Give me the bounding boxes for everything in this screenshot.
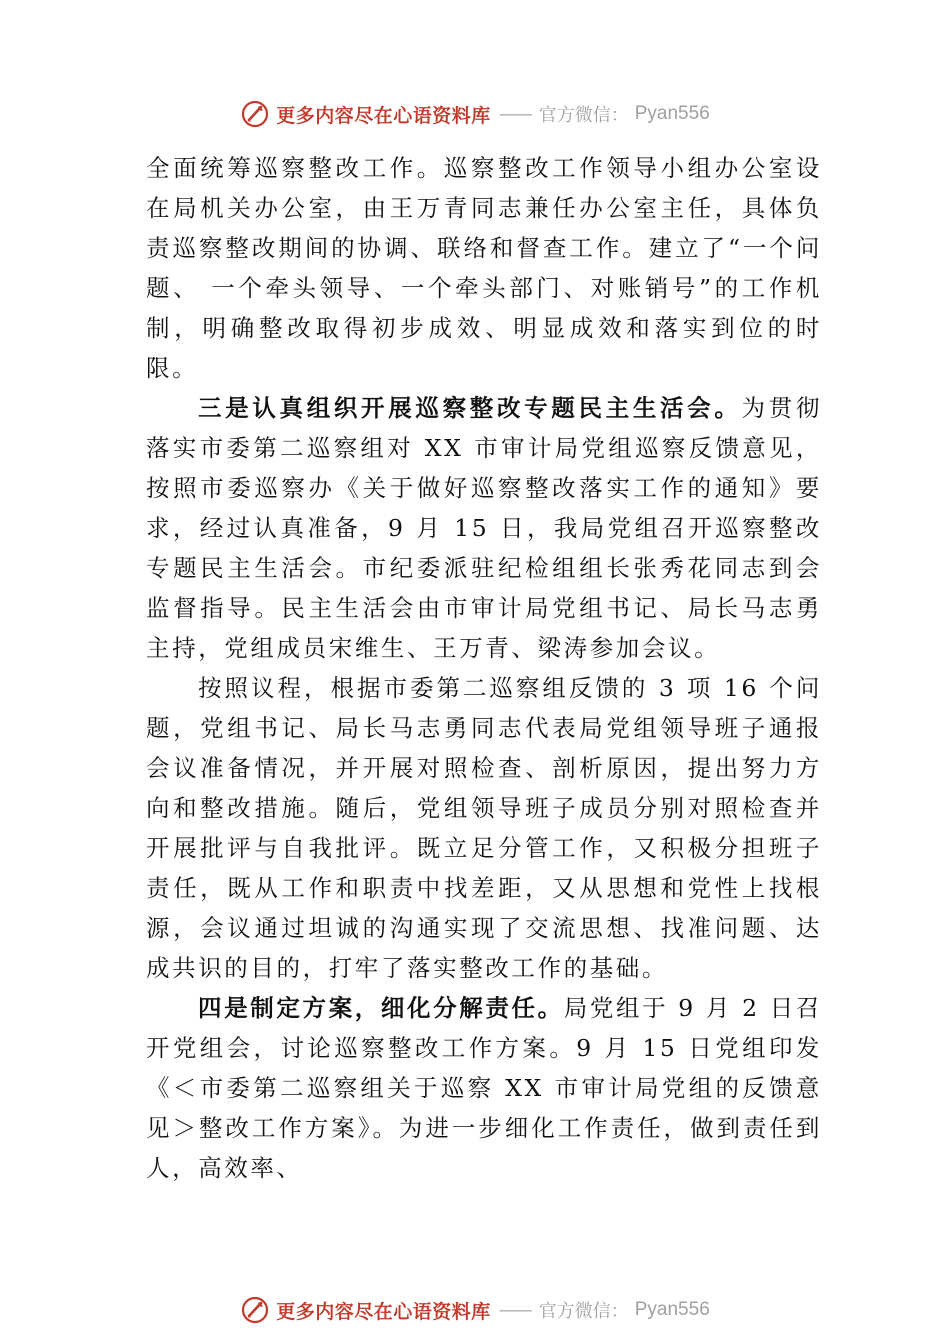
paragraph-2 [146, 388, 822, 668]
brand-logo-icon [240, 99, 270, 129]
wechat-id: Pyan556 [634, 1299, 710, 1320]
paragraph-4-heading: 四是制定方案，细化分解责任。 [198, 994, 564, 1022]
paragraph-1: 全面统筹巡察整改工作。巡察整改工作领导小组办公室设在局机关办公室，由王万青同志兼任办公室主任，具体负责巡察整改期间的协调、联络和督查工作。建立了“一个问题、 一个牵头领导、一个牵头部门、对账销号”的工作机制，明确整改取得初步成效、明显成效和落实到位的时限。 [146, 154, 822, 382]
document-body [146, 148, 822, 1188]
banner-dash: —— [498, 1299, 531, 1321]
paragraph-2-text: 为贯彻落实市委第二巡察组对 XX 市审计局党组巡察反馈意见，按照市委巡察办《关于做好巡察整改落实工作的通知》要求，经过认真准备，9 月 15 日，我局党组召开巡察整改专题民主生活会。市纪委派驻纪检组组长张秀花同志到会监督指导。民主生活会由市审计局党组书记、局长马志勇主持，党组成员宋维生、王万青、梁涛参加会议。 [146, 394, 823, 662]
brand-name: 更多内容尽在心语资料库 [276, 104, 491, 127]
wechat-label: 官方微信： [538, 1301, 629, 1322]
brand-logo-icon [240, 1295, 270, 1325]
header-banner [0, 94, 950, 134]
paragraph-2-heading: 三是认真组织开展巡察整改专题民主生活会。 [198, 394, 742, 422]
paragraph-4-text: 局党组于 9 月 2 日召开党组会，讨论巡察整改工作方案。9 月 15 日党组印发《＜市委第二巡察组关于巡察 XX 市审计局党组的反馈意见＞整改工作方案》。为进一步细化工作责任，做到责任到人，高效率、 [146, 994, 822, 1182]
brand-name: 更多内容尽在心语资料库 [276, 1300, 491, 1323]
paragraph-3: 按照议程，根据市委第二巡察组反馈的 3 项 16 个问题，党组书记、局长马志勇同志代表局党组领导班子通报会议准备情况，并开展对照检查、剖析原因，提出努力方向和整改措施。随后，党组领导班子成员分别对照检查并开展批评与自我批评。既立足分管工作，又积极分担班子责任，既从工作和职责中找差距，又从思想和党性上找根源，会议通过坦诚的沟通实现了交流思想、找准问题、达成共识的目的，打牢了落实整改工作的基础。 [146, 674, 822, 982]
paragraph-4 [146, 988, 822, 1188]
banner-dash: —— [498, 103, 531, 125]
wechat-label: 官方微信： [538, 105, 629, 126]
wechat-id: Pyan556 [634, 103, 710, 124]
footer-banner [0, 1290, 950, 1330]
